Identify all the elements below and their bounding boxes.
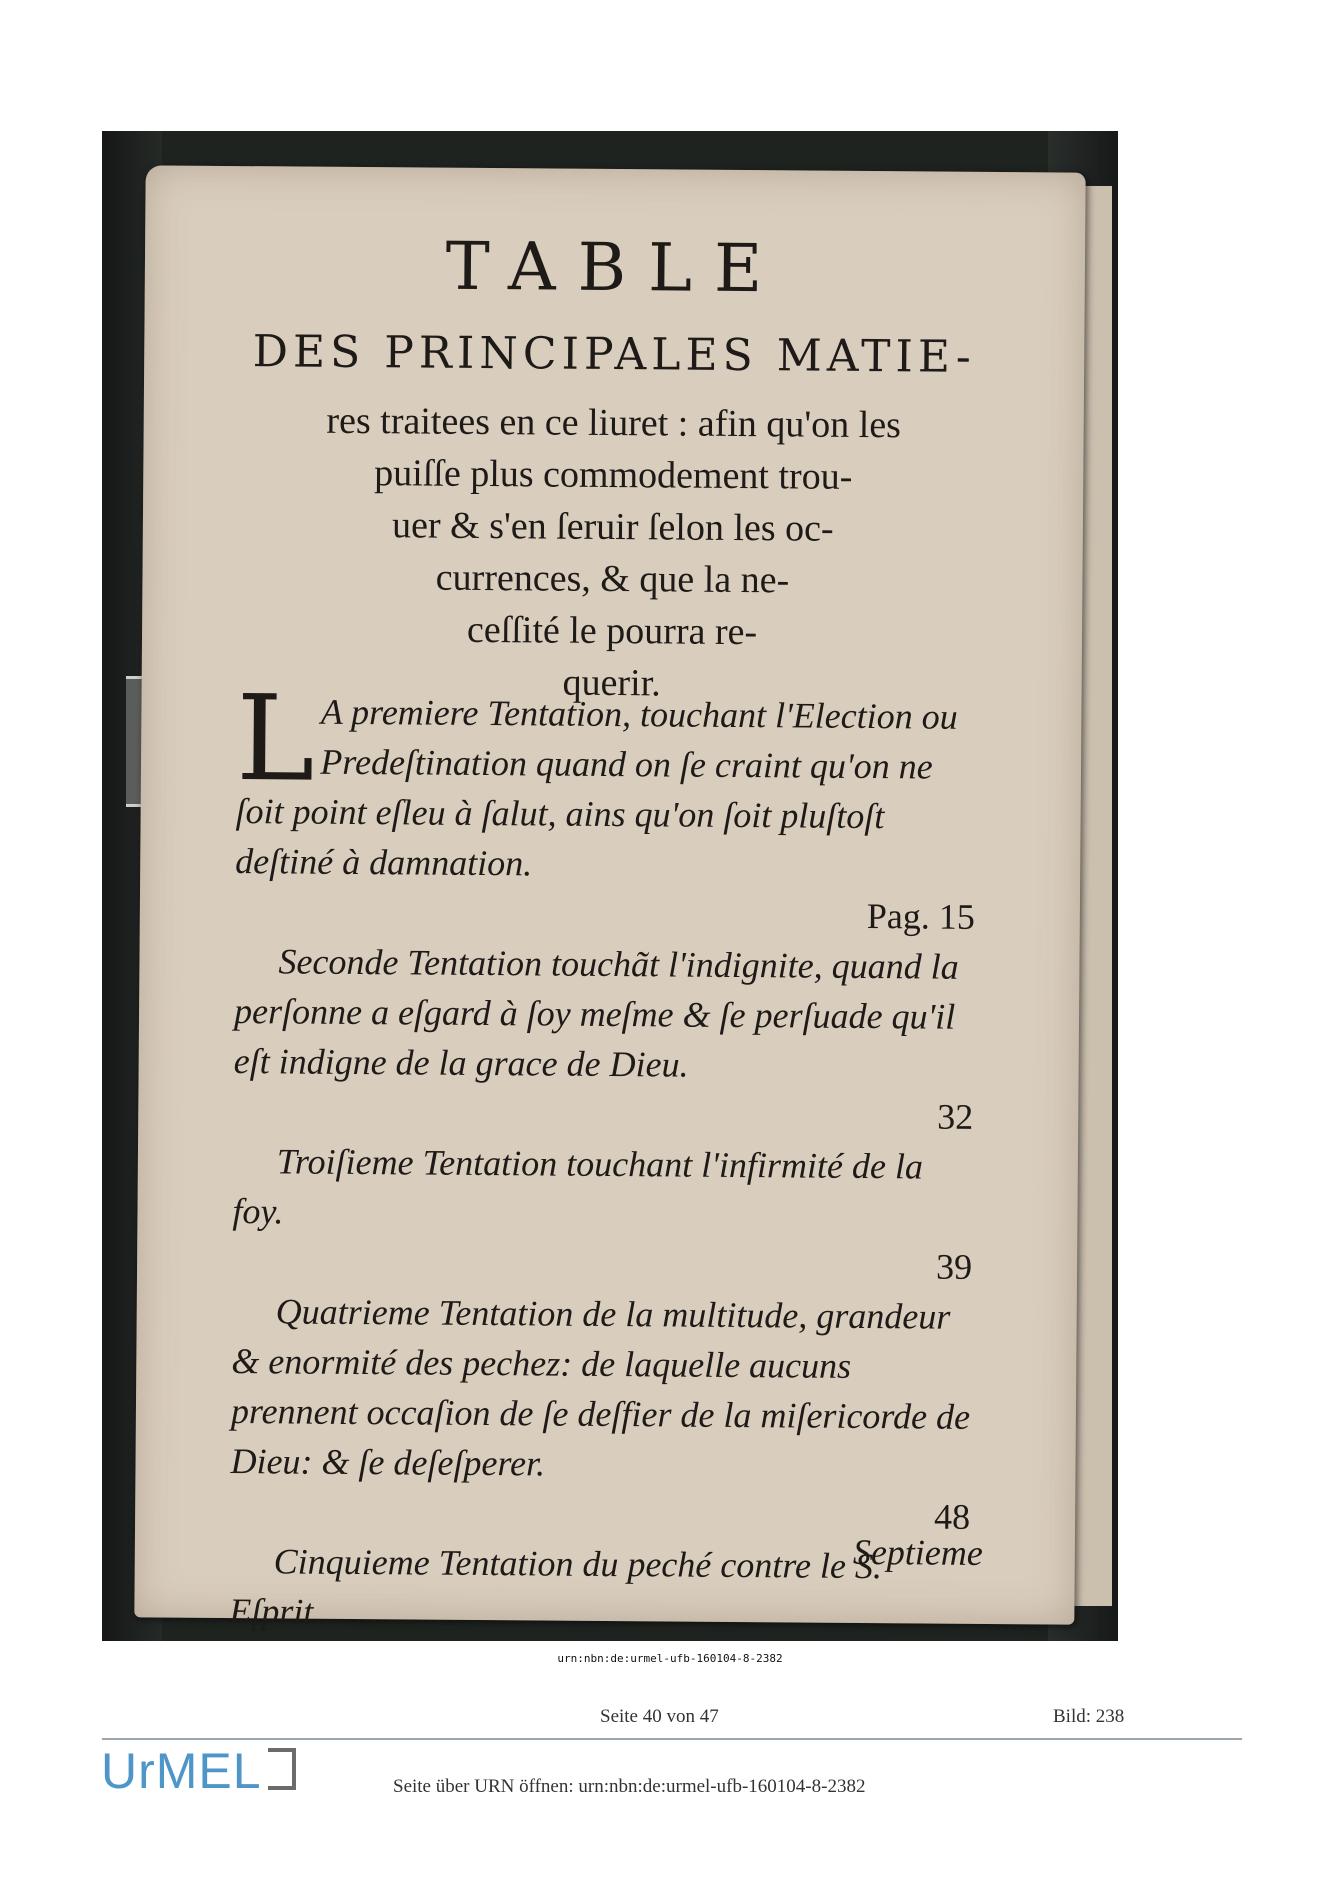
scanned-page-image [102, 131, 1118, 1641]
toc-entry-text: Seconde Tentation touchãt l'indignite, quand la perſonne a eſgard à ſoy meſme & ſe perſuade qu'il eſt indigne de la grace de Dieu. [233, 941, 959, 1085]
toc-entry-page: Pag. 15 [866, 896, 975, 937]
book-leaf [134, 165, 1085, 1632]
toc-entry-page: 39 [935, 1246, 973, 1287]
urn-open-link[interactable]: Seite über URN öffnen: urn:nbn:de:urmel-ufb-160104-8-2382 [393, 1776, 866, 1797]
logo-text: UrMEL [101, 1743, 262, 1799]
toc-entry-text: Quatrieme Tentation de la multitude, grandeur & enormité des pechez: de laquelle aucuns prennent occaſion de ſe deſfier de la miſericorde de Dieu: & ſe deſeſperer. [230, 1291, 971, 1484]
page-counter: Seite 40 von 47 [600, 1706, 719, 1727]
subtitle-line: puiſſe plus commodement trou- [374, 452, 853, 498]
footer-divider [102, 1738, 1242, 1740]
logo-bracket-icon [268, 1748, 296, 1790]
toc-entry-text: Troiſieme Tentation touchant l'infirmité de la foy. [232, 1141, 924, 1232]
catchword: Septieme [852, 1531, 984, 1573]
toc-entry-text: Cinquieme Tentation du peché contre le S. Eſprit. [229, 1541, 883, 1632]
subtitle-line: currences, & que la ne- [435, 556, 790, 602]
toc-entry-text: A premiere Tentation, touchant l'Election ou Predeſtination quand on ſe craint qu'on ne ſoit point eſleu à ſalut, ains qu'on ſoit pluſtoſt deſtiné à damnation. [235, 691, 958, 884]
page-title: TABLE [445, 227, 785, 308]
subtitle-line: querir. [562, 661, 661, 705]
toc-entry-page: 32 [937, 1096, 974, 1137]
toc-entry [233, 936, 975, 1142]
subtitle-line: uer & s'en ſeruir ſelon les oc- [391, 504, 834, 550]
urn-caption: urn:nbn:de:urmel-ufb-160104-8-2382 [557, 1652, 783, 1665]
subtitle-line: res traitees en ce liuret : afin qu'on les [326, 399, 902, 447]
drop-capital: L [235, 669, 316, 808]
subtitle-body [271, 394, 953, 711]
subtitle-caps: DES PRINCIPALES MATIE- [252, 326, 976, 383]
toc-entry [232, 1136, 973, 1292]
toc-entry-page: 48 [933, 1496, 971, 1537]
urmel-logo [101, 1742, 296, 1799]
toc-entry [230, 1286, 972, 1542]
subtitle-line: ceſſité le pourra re- [466, 608, 758, 654]
image-number: Bild: 238 [1053, 1706, 1125, 1727]
